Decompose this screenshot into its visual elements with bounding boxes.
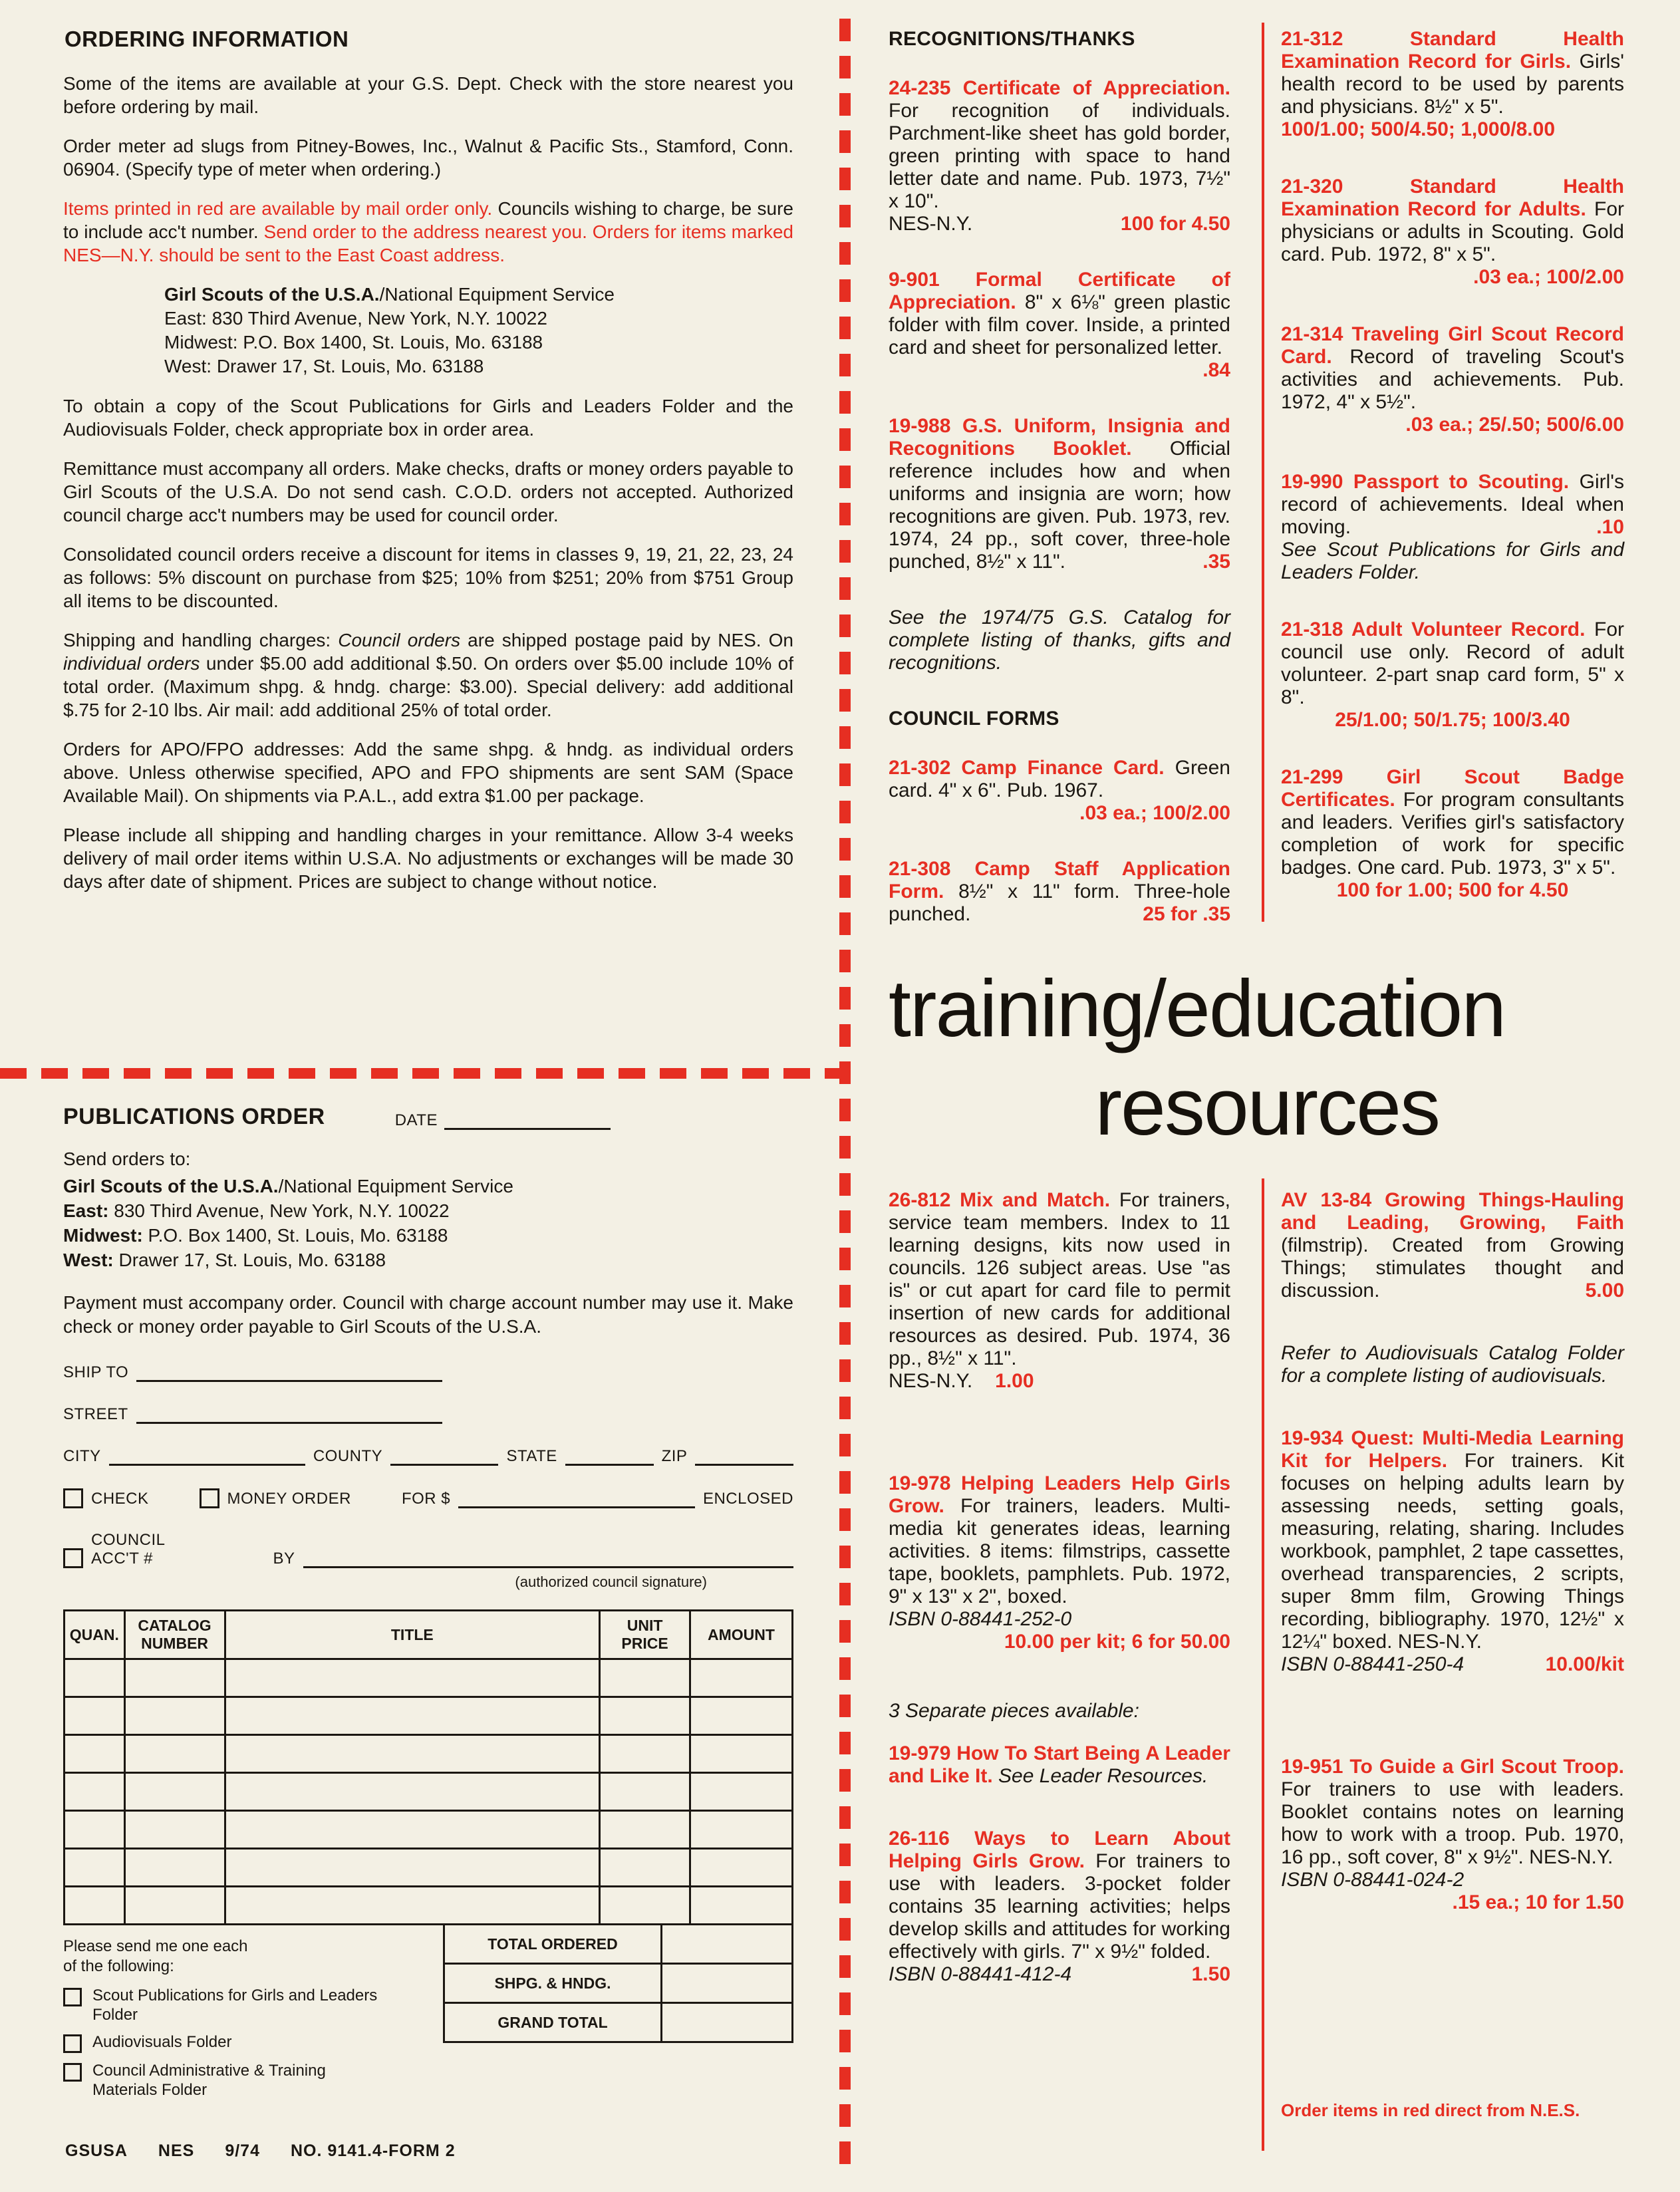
state-label: STATE <box>506 1447 557 1465</box>
order-table-cell[interactable] <box>690 1811 792 1849</box>
footer-form-number: NO. 9141.4-FORM 2 <box>290 2141 456 2160</box>
item-number-title: 21-299 Girl Scout Badge Certificates. <box>1281 766 1624 811</box>
send-one-each-note <box>63 1937 436 1977</box>
city-blank[interactable] <box>109 1446 305 1466</box>
order-table-cell[interactable] <box>124 1887 225 1925</box>
folder-option-audiovisuals <box>63 2032 436 2053</box>
item-see-reference: See Scout Publications for Girls and Leaders Folder. <box>1281 539 1624 583</box>
item-number-title: 21-308 Camp Staff Application Form. <box>889 858 1230 902</box>
audiovisuals-folder-checkbox[interactable] <box>63 2034 82 2053</box>
order-table-cell[interactable] <box>600 1697 690 1735</box>
west-label: West: <box>63 1250 114 1270</box>
ship-to-label: SHIP TO <box>63 1363 129 1381</box>
catalog-item-9-901 <box>889 269 1230 382</box>
zip-label: ZIP <box>661 1447 688 1465</box>
item-number-title: 21-318 Adult Volunteer Record. <box>1281 618 1586 640</box>
order-address-east <box>63 1198 793 1223</box>
state-blank[interactable] <box>565 1446 654 1466</box>
council-account-row <box>63 1531 793 1568</box>
record-cards-column <box>1281 28 1624 936</box>
item-price: .03 ea.; 100/2.00 <box>1473 266 1624 288</box>
item-description: Created from Growing Things; stimulates thought and discussion. <box>1281 1234 1625 1302</box>
publications-folder-checkbox[interactable] <box>63 1988 82 2006</box>
totals-table <box>443 1923 793 2043</box>
city-label: CITY <box>63 1447 101 1465</box>
headline-line2: resources <box>1095 1061 1439 1152</box>
order-address-midwest <box>63 1223 793 1248</box>
east-label: East: <box>63 1200 109 1221</box>
council-acct-checkbox[interactable] <box>63 1548 83 1568</box>
order-table-cell[interactable] <box>124 1659 225 1697</box>
item-description: 8½" x 11" form. Three-hole punched. <box>889 881 1230 925</box>
by-label: BY <box>273 1550 295 1568</box>
item-price: 10.00/kit <box>1545 1653 1624 1675</box>
order-table-cell[interactable] <box>65 1887 125 1925</box>
order-table-row <box>65 1811 793 1849</box>
item-number-title: 19-934 Quest: Multi-Media Learning Kit for Helpers. <box>1281 1427 1624 1472</box>
street-row <box>63 1405 793 1424</box>
date-field <box>395 1111 611 1130</box>
item-price: 100 for 4.50 <box>1120 213 1230 235</box>
form-footer <box>65 2141 456 2161</box>
midwest-label: Midwest: <box>63 1225 143 1246</box>
west-value: Drawer 17, St. Louis, Mo. 63188 <box>113 1250 386 1270</box>
enclosed-label: ENCLOSED <box>702 1490 793 1508</box>
item-price: 100/1.00; 500/4.50; 1,000/8.00 <box>1281 118 1556 140</box>
training-resources-middle-column <box>889 1189 1230 2019</box>
order-address-block <box>63 1174 793 1272</box>
order-table-cell[interactable] <box>124 1811 225 1849</box>
nes-address-west: West: Drawer 17, St. Louis, Mo. 63188 <box>164 356 484 376</box>
item-description: For trainers, leaders. Multi-media kit generates ideas, learning activities. 8 items: filmstrips, cassette tape, booklets, pamphlets. Pub. 1972, 9" x 13" x 2", boxed. <box>889 1495 1230 1607</box>
publications-folder-label: Scout Publications for Girls and Leaders Folder <box>92 1986 378 2024</box>
by-signature-blank[interactable] <box>303 1549 793 1568</box>
check-checkbox[interactable] <box>63 1488 83 1508</box>
order-table-cell[interactable] <box>600 1773 690 1811</box>
red-note-black-part: Councils wishing to charge, be sure to include acc't number. <box>63 198 793 242</box>
order-table-cell[interactable] <box>600 1735 690 1773</box>
vertical-dashed-divider <box>839 19 851 2173</box>
item-description: Record of traveling Scout's activities and achievements. Pub. 1972, 4" x 5½". <box>1281 346 1624 413</box>
nes-org-line <box>164 283 793 307</box>
order-table-cell[interactable] <box>600 1887 690 1925</box>
ordering-information-heading: ORDERING INFORMATION <box>65 27 349 51</box>
paragraph-allow-delivery: Please include all shipping and handling charges in your remittance. Allow 3-4 weeks delivery of mail order items within U.S.A. No adjustments or exchanges will be made 30 days after date of shipment. Prices are subject to change without notice. <box>63 825 793 892</box>
paragraph-meter-slugs: Order meter ad slugs from Pitney-Bowes, Inc., Walnut & Pacific Sts., Stamford, Conn. 06904. (Specify type of meter when ordering.) <box>63 136 793 180</box>
catalog-item-19-988 <box>889 415 1230 573</box>
catalog-item-19-979 <box>889 1742 1230 1788</box>
folder-option-council-admin <box>63 2061 436 2100</box>
ship-to-blank[interactable] <box>136 1363 442 1382</box>
shipping-handling-label: SHPG. & HNDG. <box>444 1964 662 2003</box>
order-table-cell[interactable] <box>225 1811 600 1849</box>
totals-and-folders-row <box>63 1923 793 2108</box>
order-org-suffix: /National Equipment Service <box>278 1176 513 1196</box>
catalog-item-21-318 <box>1281 618 1624 732</box>
col-header-amount: AMOUNT <box>690 1611 792 1659</box>
item-number-title: 26-812 Mix and Match. <box>889 1189 1111 1211</box>
paragraph-store-note: Some of the items are available at your G.S. Dept. Check with the store nearest you before ordering by mail. <box>63 73 793 117</box>
order-table-cell[interactable] <box>65 1811 125 1849</box>
nes-address-east: East: 830 Third Avenue, New York, N.Y. 10022 <box>164 308 547 329</box>
item-number-title: 26-116 Ways to Learn About Helping Girls Grow. <box>889 1828 1230 1872</box>
paragraph-folders: To obtain a copy of the Scout Publications for Girls and Leaders Folder and the Audiovisuals Folder, check appropriate box in order area. <box>63 396 793 440</box>
catalog-item-av-13-84 <box>1281 1189 1624 1302</box>
payment-note: Payment must accompany order. Council with charge account number may use it. Make check or money order payable to Girl Scouts of the U.S.A. <box>63 1292 793 1337</box>
nes-address-block <box>164 283 793 378</box>
item-description: Green card. 4" x 6". Pub. 1967. <box>889 757 1230 801</box>
item-isbn: ISBN 0-88441-412-4 <box>889 1963 1072 1985</box>
acct-number-label: ACC'T # <box>91 1550 153 1568</box>
item-number-title: 24-235 Certificate of Appreciation. <box>889 77 1230 99</box>
item-price: .03 ea.; 100/2.00 <box>1079 802 1230 824</box>
footer-nes: NES <box>158 2141 195 2160</box>
item-number-title: 19-978 Helping Leaders Help Girls Grow. <box>889 1472 1230 1517</box>
date-label: DATE <box>394 1111 438 1129</box>
refer-audiovisuals-note: Refer to Audiovisuals Catalog Folder for a complete listing of audiovisuals. <box>1281 1342 1624 1387</box>
catalog-item-21-320 <box>1281 176 1624 289</box>
item-isbn: ISBN 0-88441-250-4 <box>1281 1653 1465 1675</box>
item-number-title: AV 13-84 Growing Things-Hauling and Leading, Growing, Faith <box>1281 1189 1624 1234</box>
order-address-west <box>63 1248 793 1272</box>
item-number-title: 19-990 Passport to Scouting. <box>1281 471 1570 493</box>
order-table-cell[interactable] <box>65 1735 125 1773</box>
paragraph-red-mail-note <box>63 197 793 267</box>
order-table-cell[interactable] <box>65 1659 125 1697</box>
order-table-cell[interactable] <box>65 1697 125 1735</box>
paragraph-shipping <box>63 628 793 722</box>
shipping-text-3: under $5.00 add additional $.50. On orders over $5.00 include 10% of total order. (Maximum shpg. & hndg. charge: $3.00). Special delivery: add additional $.75 for 2-10 lbs. Air mail: add additional 25% of total order. <box>63 653 794 720</box>
paragraph-discount: Consolidated council orders receive a discount for items in classes 9, 19, 21, 22, 23, 24 as follows: 5% discount on purchase from $25; 10% from $251; 20% from $751 Group all items to be discounted. <box>63 544 793 611</box>
nes-org-suffix: /National Equipment Service <box>379 284 615 305</box>
item-price: .03 ea.; 25/.50; 500/6.00 <box>1405 414 1624 436</box>
order-table-header-row <box>65 1611 793 1659</box>
publications-order-section <box>63 1104 793 2108</box>
separate-pieces-note: 3 Separate pieces available: <box>889 1700 1139 1722</box>
col-header-unit-price: UNIT PRICE <box>600 1611 690 1659</box>
order-table-cell[interactable] <box>65 1849 125 1887</box>
catalog-item-19-990 <box>1281 471 1624 584</box>
money-order-label: MONEY ORDER <box>227 1490 351 1508</box>
county-label: COUNTY <box>313 1447 383 1465</box>
street-blank[interactable] <box>136 1405 442 1424</box>
col-header-catalog-number: CATALOG NUMBER <box>124 1611 225 1659</box>
order-table-cell[interactable] <box>225 1773 600 1811</box>
total-ordered-row <box>444 1925 793 1964</box>
item-number-title: 19-979 How To Start Being A Leader and Like It. <box>889 1742 1230 1787</box>
item-tail-line <box>889 1370 1230 1393</box>
item-price: 1.00 <box>995 1370 1034 1392</box>
item-description: For trainers to use with leaders. Booklet contains notes on learning how to work with a troop. Pub. 1970, 16 pp., soft cover, 8" x 9½". NES-N.Y. <box>1281 1778 1624 1868</box>
order-table-cell[interactable] <box>225 1659 600 1697</box>
item-number-title: 19-988 G.S. Uniform, Insignia and Recognitions Booklet. <box>889 415 1230 460</box>
signature-note: (authorized council signature) <box>515 1574 707 1590</box>
order-table-cell[interactable] <box>124 1697 225 1735</box>
nes-org-name: Girl Scouts of the U.S.A. <box>164 284 380 305</box>
catalog-item-19-934 <box>1281 1427 1624 1676</box>
item-description: For physicians or adults in Scouting. Gold card. Pub. 1972, 8" x 5". <box>1281 198 1624 265</box>
training-resources-right-column <box>1281 1189 1624 1947</box>
item-isbn: ISBN 0-88441-024-2 <box>1281 1869 1465 1891</box>
order-table-row <box>65 1849 793 1887</box>
order-table-cell[interactable] <box>225 1887 600 1925</box>
council-forms-heading: COUNCIL FORMS <box>889 708 1059 730</box>
item-description: Girls' health record to be used by parents and physicians. 8½" x 5". <box>1281 51 1624 118</box>
east-value: 830 Third Avenue, New York, N.Y. 10022 <box>108 1200 450 1221</box>
order-table-cell[interactable] <box>690 1887 792 1925</box>
catalog-item-21-302 <box>889 757 1230 825</box>
shipping-text-2: are shipped postage paid by NES. On <box>460 630 794 650</box>
item-price: 100 for 1.00; 500 for 4.50 <box>1336 879 1569 901</box>
order-table-cell[interactable] <box>690 1735 792 1773</box>
vertical-rule-bottom <box>1262 1178 1264 2151</box>
catalog-item-21-312 <box>1281 28 1624 141</box>
footer-date: 9/74 <box>225 2141 260 2160</box>
item-price: .10 <box>1596 516 1624 538</box>
training-education-resources-headline <box>889 959 1624 1156</box>
council-label: COUNCIL <box>91 1531 166 1549</box>
catalog-item-19-951 <box>1281 1756 1624 1914</box>
for-amount-label: FOR $ <box>401 1490 451 1508</box>
order-table-cell[interactable] <box>65 1773 125 1811</box>
item-number-title: 9-901 Formal Certificate of Appreciation. <box>889 269 1230 313</box>
item-price: .15 ea.; 10 for 1.50 <box>1452 1891 1624 1913</box>
council-acct-label <box>91 1531 166 1568</box>
money-order-checkbox[interactable] <box>200 1488 219 1508</box>
item-description: For program consultants and leaders. Verifies girl's satisfactory completion of work for specific badges. One card. Pub. 1973, 3" x 5". <box>1281 789 1625 879</box>
order-table <box>63 1609 793 1925</box>
grand-total-blank[interactable] <box>662 2003 793 2042</box>
order-in-red-note: Order items in red direct from N.E.S. <box>1281 2100 1580 2120</box>
payment-method-row <box>63 1488 793 1508</box>
order-table-row <box>65 1773 793 1811</box>
order-table-row <box>65 1659 793 1697</box>
item-price: .35 <box>1202 551 1230 573</box>
order-table-row <box>65 1735 793 1773</box>
amount-blank[interactable] <box>458 1489 695 1508</box>
shipping-italic-2: individual orders <box>63 653 200 674</box>
order-table-cell[interactable] <box>690 1849 792 1887</box>
total-ordered-blank[interactable] <box>662 1925 793 1964</box>
item-number-title: 21-302 Camp Finance Card. <box>889 757 1165 779</box>
item-description: For trainers, service team members. Index to 11 learning designs, kits now used in councils. 126 subject areas. Use "as is" or cut apart for card file to permit insertion of new cards for additional resources as desired. Pub. 1974, 36 pp., 8½" x 11". <box>889 1189 1230 1369</box>
midwest-value: P.O. Box 1400, St. Louis, Mo. 63188 <box>142 1225 448 1246</box>
ordering-information-section <box>63 27 793 909</box>
council-admin-folder-label: Council Administrative & Training Materials Folder <box>92 2062 326 2099</box>
grand-total-row <box>444 2003 793 2042</box>
item-description: For recognition of individuals. Parchment-like sheet has gold border, green printing with space to hand letter date and name. Pub. 1973, 7½" x 10". <box>889 100 1230 212</box>
council-admin-folder-checkbox[interactable] <box>63 2063 82 2082</box>
catalog-item-24-235 <box>889 77 1230 235</box>
date-blank[interactable] <box>444 1111 611 1130</box>
order-table-cell[interactable] <box>124 1735 225 1773</box>
publications-order-heading: PUBLICATIONS ORDER <box>63 1104 325 1129</box>
catalog-item-21-308 <box>889 858 1230 926</box>
catalog-item-26-116 <box>889 1828 1230 1986</box>
city-county-state-zip-row <box>63 1446 793 1466</box>
order-table-cell[interactable] <box>600 1659 690 1697</box>
shipping-handling-blank[interactable] <box>662 1964 793 2003</box>
item-title-suffix: (filmstrip). <box>1281 1234 1369 1256</box>
item-number-title: 19-951 To Guide a Girl Scout Troop. <box>1281 1756 1624 1778</box>
col-header-quan: QUAN. <box>65 1611 125 1659</box>
publications-order-header <box>63 1104 793 1130</box>
order-org-line <box>63 1174 793 1198</box>
paragraph-apo-fpo: Orders for APO/FPO addresses: Add the same shpg. & hndg. as individual orders above. Unless otherwise specified, APO and FPO shipments are sent SAM (Space Available Mail). On shipments via P.A.L., add extra $1.00 per package. <box>63 739 793 806</box>
headline-line1: training/education <box>889 963 1506 1053</box>
send-orders-to-label: Send orders to: <box>63 1149 191 1169</box>
vertical-rule-top <box>1262 23 1264 922</box>
col-header-title: TITLE <box>225 1611 600 1659</box>
order-table-cell[interactable] <box>600 1811 690 1849</box>
catalog-item-26-812 <box>889 1189 1230 1393</box>
order-table-cell[interactable] <box>124 1849 225 1887</box>
order-table-cell[interactable] <box>690 1659 792 1697</box>
item-price: 25/1.00; 50/1.75; 100/3.40 <box>1335 709 1570 731</box>
send-one-line2: of the following: <box>63 1957 174 1975</box>
recognitions-thanks-section <box>889 28 1230 959</box>
order-table-cell[interactable] <box>690 1697 792 1735</box>
red-note-part1: Items printed in red are available by mail order only. <box>63 198 493 219</box>
folder-option-publications <box>63 1986 436 2024</box>
order-table-cell[interactable] <box>124 1773 225 1811</box>
item-description: Girl's record of achievements. Ideal when moving. <box>1281 471 1624 538</box>
paragraph-remittance: Remittance must accompany all orders. Make checks, drafts or money orders payable to Girl Scouts of the U.S.A. Do not send cash. C.O.D. orders not accepted. Authorized council charge acc't numbers may be used for council order. <box>63 458 793 525</box>
see-catalog-note: See the 1974/75 G.S. Catalog for complete listing of thanks, gifts and recognitions. <box>889 607 1230 674</box>
item-isbn: ISBN 0-88441-252-0 <box>889 1608 1072 1630</box>
item-see-reference: See Leader Resources. <box>998 1765 1208 1787</box>
footer-gsusa: GSUSA <box>65 2141 128 2160</box>
order-table-cell[interactable] <box>600 1849 690 1887</box>
recognitions-thanks-heading: RECOGNITIONS/THANKS <box>889 28 1135 50</box>
order-table-row <box>65 1697 793 1735</box>
county-blank[interactable] <box>390 1446 498 1466</box>
grand-total-label: GRAND TOTAL <box>444 2003 662 2042</box>
order-table-cell[interactable] <box>225 1735 600 1773</box>
order-table-cell[interactable] <box>225 1849 600 1887</box>
catalog-item-21-314 <box>1281 323 1624 436</box>
order-table-row <box>65 1887 793 1925</box>
order-table-cell[interactable] <box>690 1773 792 1811</box>
shipping-italic-1: Council orders <box>338 630 461 650</box>
item-price: 1.50 <box>1191 1963 1230 1985</box>
check-label: CHECK <box>91 1490 149 1508</box>
send-one-line1: Please send me one each <box>63 1937 248 1955</box>
item-nes-note: NES-N.Y. <box>889 213 973 235</box>
item-price: 10.00 per kit; 6 for 50.00 <box>1004 1631 1230 1653</box>
catalog-item-19-978 <box>889 1472 1230 1653</box>
isbn-price-line <box>1281 1653 1624 1676</box>
item-description: Official reference includes how and when uniforms and insignia are worn; how recognitions are given. Pub. 1973, rev. 1974, 24 pp., soft cover, three-hole punched, 8½" x 11". <box>889 438 1230 573</box>
audiovisuals-folder-label: Audiovisuals Folder <box>92 2033 232 2051</box>
item-price: 5.00 <box>1585 1280 1624 1302</box>
item-price: .84 <box>1202 359 1230 381</box>
order-table-cell[interactable] <box>225 1697 600 1735</box>
isbn-price-line <box>889 1963 1230 1986</box>
total-ordered-label: TOTAL ORDERED <box>444 1925 662 1964</box>
item-number-title: 21-320 Standard Health Examination Record for Adults. <box>1281 176 1624 220</box>
horizontal-dashed-divider <box>0 1068 839 1079</box>
shipping-handling-row <box>444 1964 793 2003</box>
ship-to-row <box>63 1363 793 1382</box>
shipping-text-1: Shipping and handling charges: <box>63 630 339 650</box>
item-price: 25 for .35 <box>1143 903 1230 925</box>
item-tail-line <box>889 213 1230 235</box>
item-description: For council use only. Record of adult volunteer. 2-part snap card form, 5" x 8". <box>1281 618 1624 708</box>
item-description: For trainers to use with leaders. 3-pocket folder contains 35 learning activities; helps develop skills and attitudes for working effectively with girls. 7" x 9½" folded. <box>889 1850 1230 1963</box>
street-label: STREET <box>63 1405 128 1423</box>
item-description: For trainers. Kit focuses on helping adults learn by assessing needs, setting goals, measuring, relating, sharing. Includes workbook, pamphlet, 2 tape cassettes, overhead transparencies, 2 scripts, super 8mm film, Growing Things recording, bibliography. 1970, 12½" x 12¼" boxed. NES-N.Y. <box>1281 1450 1624 1653</box>
item-description: 8" x 6⅛" green plastic folder with film cover. Inside, a printed card and sheet for personalized letter. <box>889 291 1230 358</box>
catalog-item-21-299 <box>1281 766 1624 902</box>
order-org-name: Girl Scouts of the U.S.A. <box>63 1176 279 1196</box>
item-number-title: 21-314 Traveling Girl Scout Record Card. <box>1281 323 1624 368</box>
item-nes-note: NES-N.Y. <box>889 1370 973 1392</box>
nes-address-midwest: Midwest: P.O. Box 1400, St. Louis, Mo. 63188 <box>164 332 543 352</box>
zip-blank[interactable] <box>695 1446 793 1466</box>
folder-request-block <box>63 1923 436 2108</box>
red-note-part2: Send order to the address nearest you. Orders for items marked NES—N.Y. should be sent to the East Coast address. <box>63 221 793 265</box>
item-number-title: 21-312 Standard Health Examination Record for Girls. <box>1281 28 1624 72</box>
